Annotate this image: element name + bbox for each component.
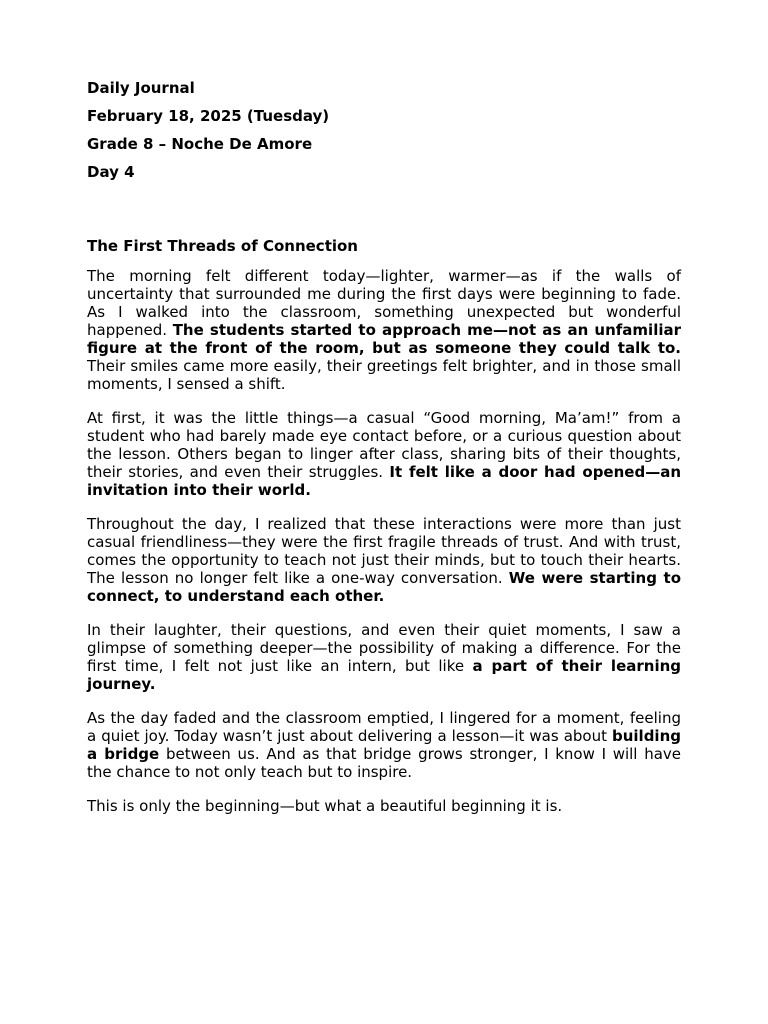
- entry-title: The First Threads of Connection: [87, 237, 358, 255]
- grade-section: Grade 8 – Noche De Amore: [87, 135, 313, 153]
- paragraph-text: As the day faded and the classroom emptied, I lingered for a moment, feeling a quiet joy. Today wasn’t just about delivering a lesson—it was about: [87, 709, 681, 745]
- paragraph-emphasis: building a bridge: [87, 727, 681, 763]
- paragraph-6: [87, 797, 681, 815]
- paragraph-emphasis: We were starting to connect, to understand each other.: [87, 569, 682, 605]
- paragraph-text: The morning felt different today—lighter, warmer—as if the walls of uncertainty that surrounded me during the first days were beginning to fade. As I walked into the classroom, something unexpected but wonderful happened.: [87, 267, 681, 339]
- paragraph-5: [87, 709, 681, 781]
- paragraph-emphasis: a part of their learning journey.: [87, 657, 682, 693]
- paragraph-1: [87, 267, 681, 393]
- day-number: Day 4: [87, 163, 135, 181]
- paragraph-emphasis: The students started to approach me—not as an unfamiliar figure at the front of the room, but as someone they could talk to.: [87, 321, 682, 357]
- paragraph-emphasis: It felt like a door had opened—an invitation into their world.: [87, 463, 681, 499]
- paragraph-text: At first, it was the little things—a casual “Good morning, Ma’am!” from a student who had barely made eye contact before, or a curious question about the lesson. Others began to linger after class, sharing bits of their thoughts, their stories, and even their struggles.: [87, 409, 681, 481]
- paragraph-text: Throughout the day, I realized that these interactions were more than just casual friendliness—they were the first fragile threads of trust. And with trust, comes the opportunity to teach not just their minds, but to touch their hearts. The lesson no longer felt like a one-way conversation.: [87, 515, 681, 587]
- journal-label: Daily Journal: [87, 79, 195, 97]
- paragraph-text: In their laughter, their questions, and even their quiet moments, I saw a glimpse of something deeper—the possibility of making a difference. For the first time, I felt not just like an intern, but like: [87, 621, 681, 675]
- paragraph-4: [87, 621, 681, 693]
- journal-page: [87, 74, 681, 831]
- paragraph-text: Their smiles came more easily, their greetings felt brighter, and in those small moments, I sensed a shift.: [87, 357, 681, 393]
- paragraph-text: between us. And as that bridge grows stronger, I know I will have the chance to not only teach but to inspire.: [87, 745, 682, 781]
- paragraph-2: [87, 409, 681, 499]
- paragraph-text: This is only the beginning—but what a beautiful beginning it is.: [87, 797, 563, 815]
- paragraph-3: [87, 515, 681, 605]
- journal-date: February 18, 2025 (Tuesday): [87, 107, 330, 125]
